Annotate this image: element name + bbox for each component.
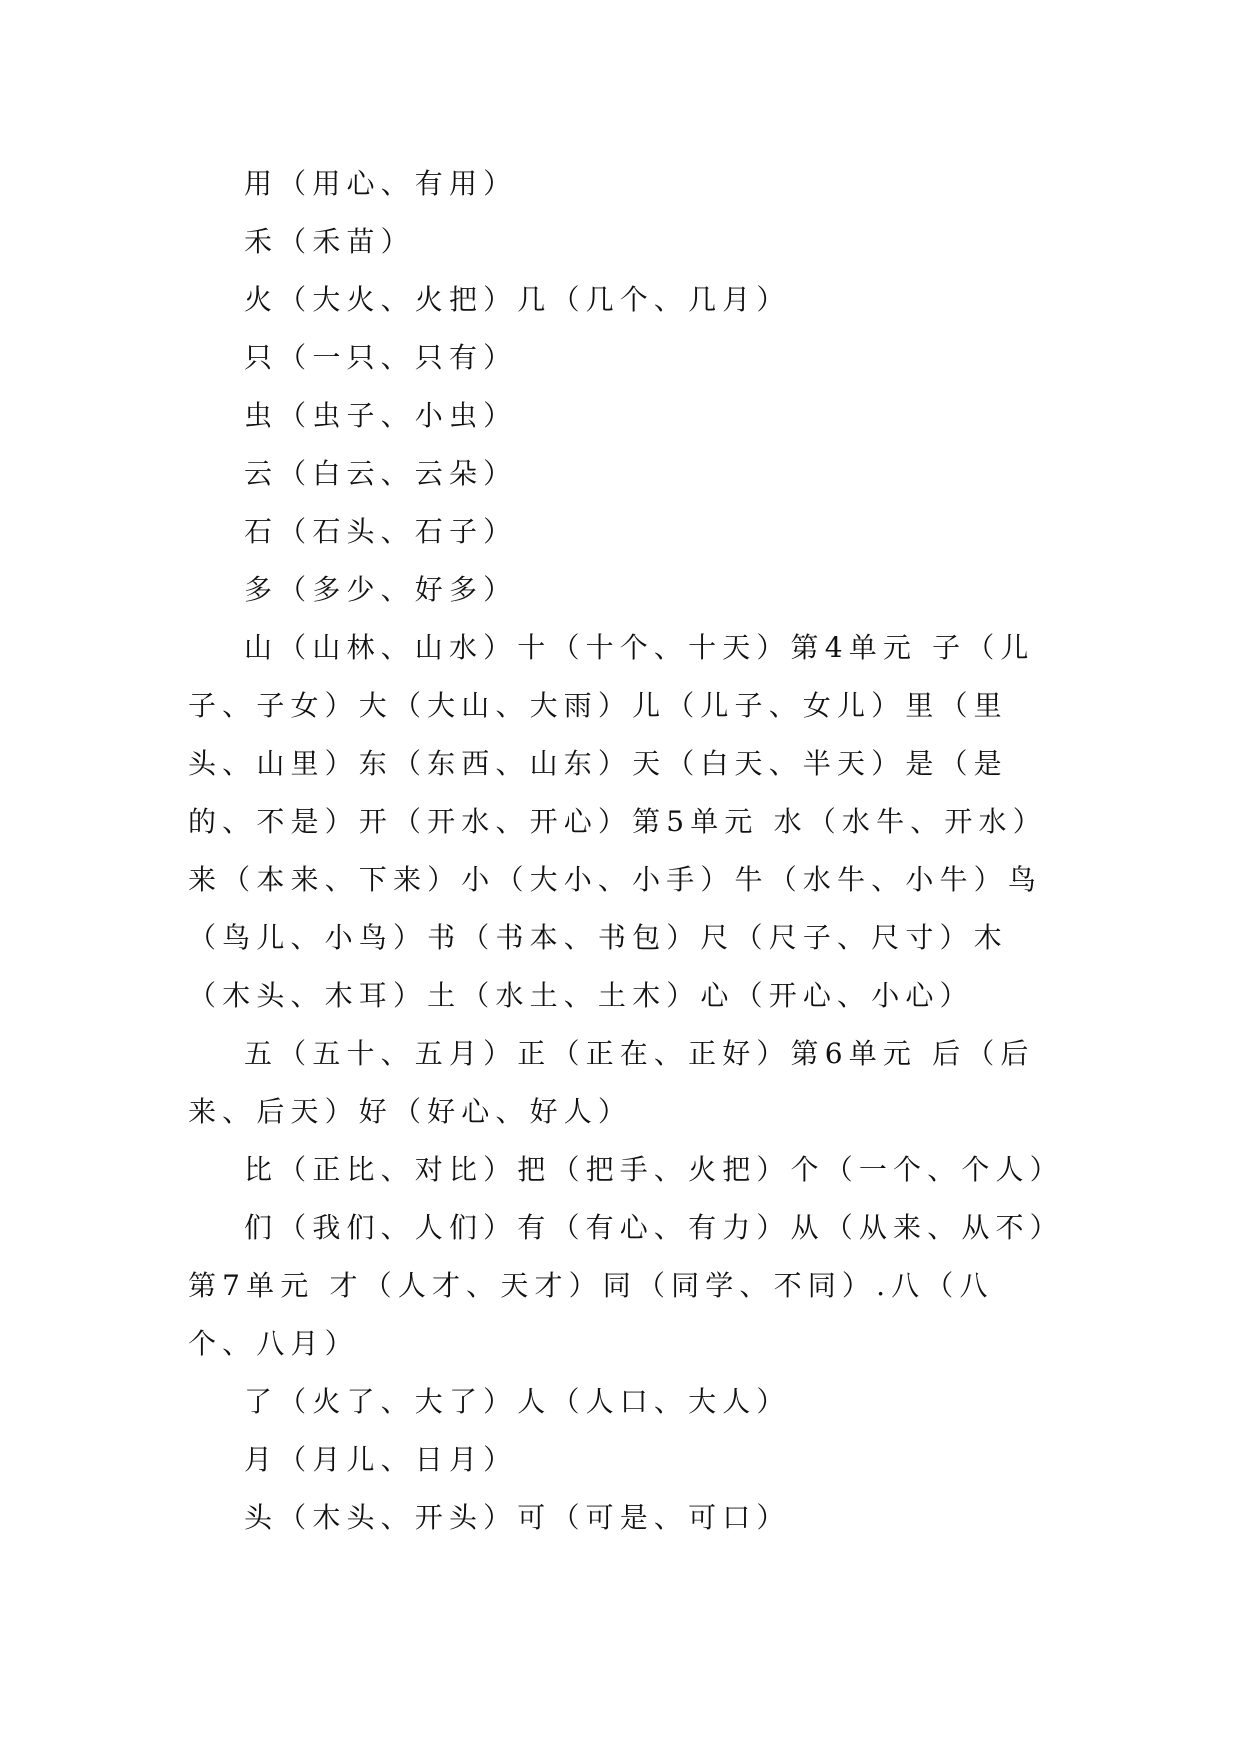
paragraph-7: 石（石头、石子）: [244, 515, 518, 548]
paragraph-1: 用（用心、有用）: [244, 167, 518, 200]
document-body: [188, 155, 1064, 1547]
paragraph-6: 云（白云、云朵）: [244, 457, 518, 490]
paragraph-14: 月（月儿、日月）: [244, 1443, 518, 1476]
paragraph-8: 多（多少、好多）: [244, 573, 518, 606]
paragraph-12: 们（我们、人们）有（有心、有力）从（从来、从不）第7单元 才（人才、天才）同（同学、不同）.八（八个、八月）: [188, 1211, 1050, 1360]
paragraph-5: 虫（虫子、小虫）: [244, 399, 518, 432]
paragraph-3: 火（大火、火把）几（几个、几月）: [244, 283, 791, 316]
paragraph-15: 头（木头、开头）可（可是、可口）: [244, 1501, 791, 1534]
paragraph-13: 了（火了、大了）人（人口、大人）: [244, 1385, 791, 1418]
paragraph-4: 只（一只、只有）: [244, 341, 518, 374]
paragraph-10: 五（五十、五月）正（正在、正好）第6单元 后（后来、后天）好（好心、好人）: [188, 1037, 1035, 1128]
paragraph-11: 比（正比、对比）把（把手、火把）个（一个、个人）: [244, 1153, 1064, 1186]
paragraph-2: 禾（禾苗）: [244, 225, 415, 258]
paragraph-9: 山（山林、山水）十（十个、十天）第4单元 子（儿子、子女）大（大山、大雨）儿（儿子、女儿）里（里头、山里）东（东西、山东）天（白天、半天）是（是的、不是）开（开水、开心）第5单元 水（水牛、开水）来（本来、下来）小（大小、小手）牛（水牛、小牛）鸟（鸟儿、小鸟）书（书本、书包）尺（尺子、尺寸）木（木头、木耳）土（水土、土木）心（开心、小心）: [188, 631, 1047, 1012]
